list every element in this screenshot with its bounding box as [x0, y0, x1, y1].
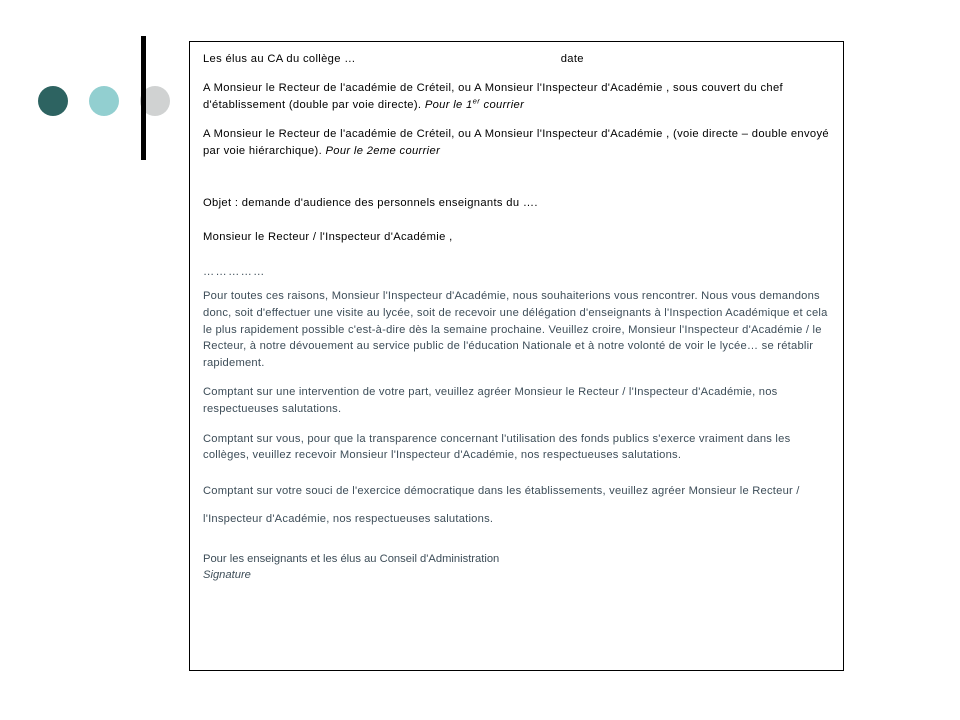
- salutation-line: Monsieur le Recteur / l'Inspecteur d'Académie ,: [203, 231, 453, 244]
- addressee-text-first: A Monsieur le Recteur de l'académie de Créteil, ou A Monsieur l'Inspecteur d'Académie , sous couvert du chef d'établissement (double par voie directe).: [203, 82, 783, 111]
- subject-line: Objet : demande d'audience des personnels enseignants du ….: [203, 197, 538, 210]
- decorative-dot-group: [38, 86, 170, 116]
- dots-placeholder-line: ……………: [203, 265, 266, 278]
- addressee-note-second-prefix: Pour le 2eme courrier: [325, 144, 441, 157]
- vertical-rule-divider: [141, 36, 146, 160]
- addressee-note-first-suffix: courrier: [480, 98, 525, 111]
- closing-line: Pour les enseignants et les élus au Conseil d'Administration: [203, 552, 500, 565]
- paragraph-closing-variant-1: Comptant sur une intervention de votre part, veuillez agréer Monsieur le Recteur / l'Inspecteur d'Académie, nos respectueuses salutations.: [203, 386, 778, 415]
- addressee-block-second: [203, 126, 830, 159]
- slide-decoration: [0, 0, 190, 720]
- addressee-text-second: A Monsieur le Recteur de l'académie de Créteil, ou A Monsieur l'Inspecteur d'Académie , (voie directe – double envoyé par voie hiérarchique).: [203, 128, 829, 157]
- sender-line: Les élus au CA du collège …: [203, 53, 356, 65]
- dot-dark-teal-icon: [38, 86, 68, 116]
- signature-line: Signature: [203, 569, 251, 582]
- addressee-note-first: [424, 96, 525, 111]
- dot-light-teal-icon: [89, 86, 119, 116]
- paragraph-main-request: Pour toutes ces raisons, Monsieur l'Inspecteur d'Académie, nous souhaiterions vous rencontrer. Nous vous demandons donc, soit d'effectuer une visite au lycée, soit de recevoir une délégation d'enseignants à l'Inspection Académique et cela le plus rapidement possible c'est-à-dire dès la semaine prochaine. Veuillez croire, Monsieur l'Inspecteur d'Académie / le Recteur, à notre dévouement au service public de l'éducation Nationale et à notre volonté de voir le lycée… se rétablir rapidement.: [203, 290, 828, 369]
- paragraph-closing-variant-2: Comptant sur vous, pour que la transparence concernant l'utilisation des fonds publics s'exerce vraiment dans les collèges, veuillez recevoir Monsieur l'Inspecteur d'Académie, nos respectueuses salutations.: [203, 432, 791, 462]
- document-body: [190, 42, 843, 584]
- date-placeholder: date: [560, 53, 584, 65]
- addressee-block-first: [203, 80, 830, 113]
- letter-header-row: [203, 51, 830, 67]
- paragraph-closing-variant-3: Comptant sur votre souci de l'exercice démocratique dans les établissements, veuillez agréer Monsieur le Recteur / l'Inspecteur d'Académie, nos respectueuses salutations.: [203, 484, 800, 525]
- addressee-note-first-prefix: Pour le 1: [424, 98, 473, 111]
- addressee-note-first-sup: er: [472, 96, 481, 106]
- document-frame: [189, 41, 844, 671]
- addressee-note-second: [326, 145, 441, 157]
